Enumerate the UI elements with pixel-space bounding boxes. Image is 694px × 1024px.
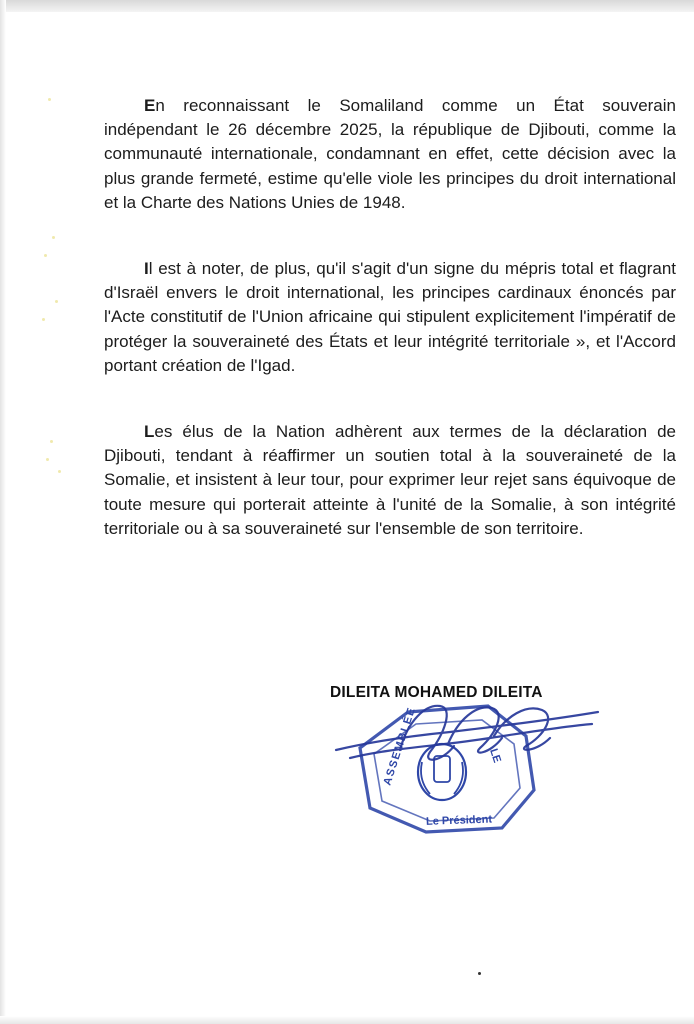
paragraph-1-text: n reconnaissant le Somaliland comme un État souverain indépendant le 26 décembre 2025, la république de Djibouti, comme la communauté internationale, condamnant en effet, cette décision avec la plus grande fermeté, estime qu'elle viole les principes du droit international et la Charte des Nations Unies de 1948.: [104, 96, 676, 212]
paragraph-3: [104, 420, 676, 541]
paper-speck: [58, 470, 61, 473]
paper-speck: [52, 236, 55, 239]
paragraph-2-initial: I: [144, 259, 149, 279]
paragraph-1: [104, 94, 676, 215]
stamp-arc-right: LE: [487, 747, 503, 765]
signatory-name: DILEITA MOHAMED DILEITA: [330, 684, 543, 701]
stamp-title: Le Président: [425, 813, 493, 828]
paper-speck: [55, 300, 58, 303]
paragraph-2-text: l est à noter, de plus, qu'il s'agit d'un signe du mépris total et flagrant d'Israël envers le droit international, les principes cardinaux énoncés par l'Acte constitutif de l'Union africaine qui stipulent explicitement l'impératif de protéger la souveraineté des États et leur intégrité territoriale », et l'Accord portant création de l'Igad.: [104, 259, 676, 375]
paragraph-1-initial: E: [144, 96, 156, 115]
stamp-emblem-wreath: [421, 762, 463, 794]
signature-scrawl: [336, 706, 598, 760]
letter-body: [104, 94, 676, 583]
paper-speck: [44, 254, 47, 257]
paragraph-3-initial: L: [144, 422, 155, 442]
page-bottom-edge: [0, 1016, 694, 1024]
paper-speck: [46, 458, 49, 461]
paper-speck: [42, 318, 45, 321]
page-top-edge: [0, 0, 694, 12]
ink-dot: [478, 972, 481, 975]
official-stamp: [330, 690, 610, 860]
paragraph-2: [104, 257, 676, 378]
paragraph-3-text: es élus de la Nation adhèrent aux termes de la déclaration de Djibouti, tendant à réaffirmer un soutien total à la souveraineté de la Somalie, et insistent à leur tour, pour exprimer leur rejet sans équivoque de toute mesure qui porterait atteinte à l'unité de la Somalie, à son intégrité territoriale ou à sa souveraineté sur l'ensemble de son territoire.: [104, 422, 676, 538]
stamp-emblem: [418, 744, 466, 800]
paper-speck: [50, 440, 53, 443]
paper-speck: [48, 98, 51, 101]
stamp-arc-left: ASSEMBLÉE: [381, 705, 419, 787]
page-left-edge: [0, 0, 6, 1024]
